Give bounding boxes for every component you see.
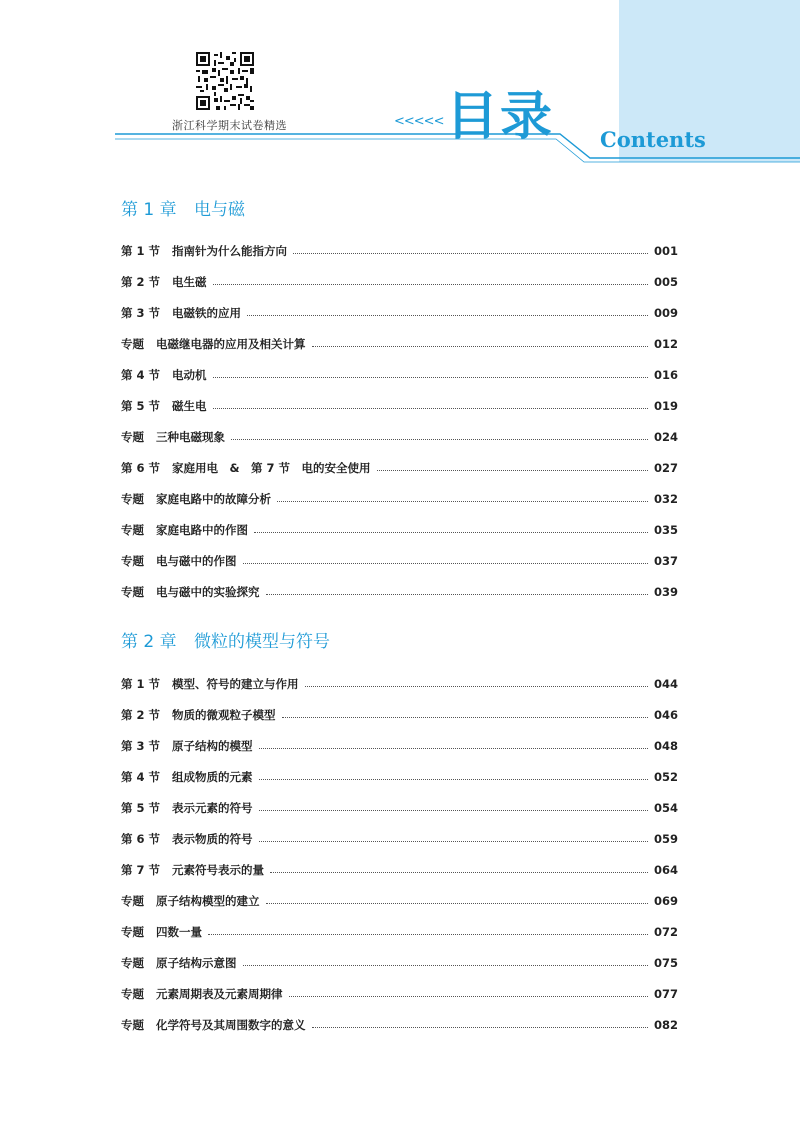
entry-label: 专题 <box>121 1018 144 1032</box>
toc-entry[interactable] <box>121 1016 678 1034</box>
dot-leader <box>259 841 648 842</box>
entry-title: 三种电磁现象 <box>156 430 225 444</box>
entry-title: 物质的微观粒子模型 <box>172 708 276 722</box>
entry-page: 005 <box>653 275 678 289</box>
page-title: 目录 <box>446 87 555 147</box>
dot-leader <box>282 717 648 718</box>
toc-entry[interactable] <box>121 397 678 415</box>
entry-title: 原子结构的模型 <box>172 739 253 753</box>
dot-leader <box>243 965 648 966</box>
dot-leader <box>266 903 648 904</box>
dot-leader <box>213 377 648 378</box>
book-subtitle: 浙江科学期末试卷精选 <box>172 119 287 132</box>
entry-label: 第 5 节 <box>121 399 161 413</box>
entry-page: 016 <box>653 368 678 382</box>
entry-page: 064 <box>653 863 678 877</box>
entry-label: 专题 <box>121 430 144 444</box>
entry-label: 第 6 节 <box>121 461 161 475</box>
entry-label: 专题 <box>121 554 144 568</box>
entry-label: 专题 <box>121 523 144 537</box>
toc-entry[interactable] <box>121 428 678 446</box>
entry-page: 046 <box>653 708 678 722</box>
entry-label: 第 1 节 <box>121 677 161 691</box>
entry-page: 019 <box>653 399 678 413</box>
entry-label: 专题 <box>121 925 144 939</box>
entry-page: 077 <box>653 987 678 1001</box>
toc-entry[interactable] <box>121 954 678 972</box>
entry-label: 专题 <box>121 956 144 970</box>
entry-title: 原子结构示意图 <box>156 956 237 970</box>
entry-title: 电与磁中的作图 <box>156 554 237 568</box>
entry-title: 家庭用电 & 第 7 节 电的安全使用 <box>172 461 371 475</box>
chapter-number: 第 1 章 <box>121 200 177 220</box>
dot-leader <box>270 872 648 873</box>
entry-page: 001 <box>653 244 678 258</box>
toc-entry[interactable] <box>121 675 678 693</box>
entry-page: 054 <box>653 801 678 815</box>
dot-leader <box>213 284 648 285</box>
entry-label: 专题 <box>121 585 144 599</box>
toc-entry[interactable] <box>121 552 678 570</box>
toc-entry[interactable] <box>121 768 678 786</box>
toc-entry[interactable] <box>121 459 678 477</box>
dot-leader <box>312 1027 648 1028</box>
entry-title: 四数一量 <box>156 925 202 939</box>
entry-title: 化学符号及其周围数字的意义 <box>156 1018 306 1032</box>
entry-title: 模型、符号的建立与作用 <box>172 677 299 691</box>
dot-leader <box>312 346 648 347</box>
entry-title: 电磁继电器的应用及相关计算 <box>156 337 306 351</box>
chapter-name: 微粒的模型与符号 <box>194 632 331 652</box>
entry-label: 专题 <box>121 987 144 1001</box>
entry-title: 组成物质的元素 <box>172 770 253 784</box>
entry-page: 044 <box>653 677 678 691</box>
entry-title: 电动机 <box>172 368 207 382</box>
dot-leader <box>254 532 648 533</box>
chevron-arrows-icon: <<<<< <box>394 114 444 129</box>
entry-page: 082 <box>653 1018 678 1032</box>
entry-title: 表示物质的符号 <box>172 832 253 846</box>
toc-entry[interactable] <box>121 830 678 848</box>
dot-leader <box>266 594 648 595</box>
toc-entry[interactable] <box>121 923 678 941</box>
dot-leader <box>231 439 648 440</box>
dot-leader <box>247 315 648 316</box>
entry-title: 电磁铁的应用 <box>172 306 242 320</box>
dot-leader <box>208 934 648 935</box>
entry-page: 024 <box>653 430 678 444</box>
entry-label: 第 7 节 <box>121 863 161 877</box>
entry-title: 表示元素的符号 <box>172 801 253 815</box>
toc-entry[interactable] <box>121 583 678 601</box>
entry-title: 家庭电路中的故障分析 <box>156 492 271 506</box>
entry-title: 电生磁 <box>172 275 207 289</box>
toc-entry[interactable] <box>121 335 678 353</box>
entry-title: 原子结构模型的建立 <box>156 894 260 908</box>
toc-entry[interactable] <box>121 304 678 322</box>
toc-entry[interactable] <box>121 521 678 539</box>
entry-page: 027 <box>653 461 678 475</box>
entry-page: 032 <box>653 492 678 506</box>
dot-leader <box>377 470 648 471</box>
toc-entry[interactable] <box>121 892 678 910</box>
entry-page: 037 <box>653 554 678 568</box>
dot-leader <box>289 996 648 997</box>
entry-label: 第 6 节 <box>121 832 161 846</box>
toc-entry[interactable] <box>121 737 678 755</box>
entry-label: 第 2 节 <box>121 275 161 289</box>
dot-leader <box>213 408 648 409</box>
entry-label: 第 3 节 <box>121 739 161 753</box>
chapter-title <box>121 195 245 220</box>
toc-entry[interactable] <box>121 273 678 291</box>
entry-label: 专题 <box>121 894 144 908</box>
toc-entry[interactable] <box>121 799 678 817</box>
entry-label: 第 4 节 <box>121 368 161 382</box>
dot-leader <box>243 563 648 564</box>
entry-page: 069 <box>653 894 678 908</box>
entry-label: 第 4 节 <box>121 770 161 784</box>
toc-entry[interactable] <box>121 490 678 508</box>
qr-code-icon <box>196 52 254 110</box>
entry-page: 059 <box>653 832 678 846</box>
chapter-name: 电与磁 <box>194 200 246 220</box>
dot-leader <box>305 686 648 687</box>
entry-page: 052 <box>653 770 678 784</box>
entry-page: 035 <box>653 523 678 537</box>
dot-leader <box>259 779 648 780</box>
entry-label: 第 2 节 <box>121 708 161 722</box>
dot-leader <box>259 810 648 811</box>
entry-label: 专题 <box>121 492 144 506</box>
toc-entry[interactable] <box>121 861 678 879</box>
entry-label: 第 5 节 <box>121 801 161 815</box>
entry-title: 家庭电路中的作图 <box>156 523 248 537</box>
toc-entry[interactable] <box>121 242 678 260</box>
entry-label: 第 3 节 <box>121 306 161 320</box>
entry-title: 电与磁中的实验探究 <box>156 585 260 599</box>
dot-leader <box>259 748 648 749</box>
entry-page: 039 <box>653 585 678 599</box>
entry-title: 指南针为什么能指方向 <box>172 244 288 258</box>
entry-page: 072 <box>653 925 678 939</box>
toc-entry[interactable] <box>121 706 678 724</box>
entry-label: 第 1 节 <box>121 244 161 258</box>
english-title: Contents <box>600 127 706 152</box>
toc-entry[interactable] <box>121 985 678 1003</box>
entry-label: 专题 <box>121 337 144 351</box>
entry-title: 磁生电 <box>172 399 207 413</box>
chapter-title <box>121 627 330 652</box>
entry-page: 075 <box>653 956 678 970</box>
entry-title: 元素符号表示的量 <box>172 863 265 877</box>
entry-page: 012 <box>653 337 678 351</box>
toc-entry[interactable] <box>121 366 678 384</box>
entry-page: 048 <box>653 739 678 753</box>
dot-leader <box>277 501 648 502</box>
entry-title: 元素周期表及元素周期律 <box>156 987 283 1001</box>
chapter-number: 第 2 章 <box>121 632 177 652</box>
entry-page: 009 <box>653 306 678 320</box>
dot-leader <box>293 253 648 254</box>
